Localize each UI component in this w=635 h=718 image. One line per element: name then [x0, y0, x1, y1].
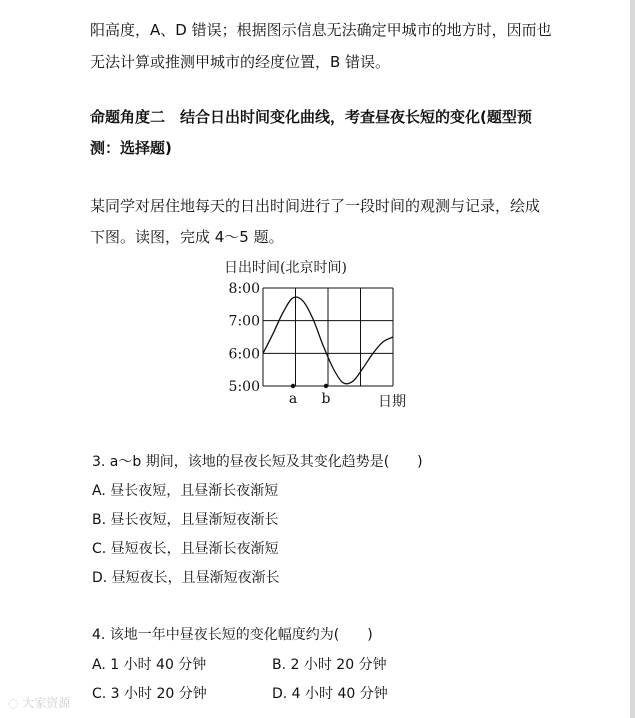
q3-option-c[interactable]: C. 昼短夜长，且昼渐长夜渐短: [92, 541, 279, 557]
watermark-text: 大家资源: [22, 696, 71, 710]
chart-markers: [289, 384, 331, 407]
q3-option-b[interactable]: B. 昼长夜短，且昼渐短夜渐长: [92, 512, 279, 528]
intro-line-2: 下图。读图，完成 4～5 题。: [90, 228, 284, 246]
y-tick-label: 7:00: [228, 313, 260, 330]
y-tick-label: 5:00: [228, 379, 260, 395]
q4-option-d[interactable]: D. 4 小时 40 分钟: [272, 686, 388, 702]
marker-dot-a: [291, 384, 295, 388]
q4-stem: 4. 该地一年中昼夜长短的变化幅度约为( ): [92, 627, 373, 643]
watermark-logo-icon: ◌: [8, 696, 23, 710]
x-axis-label: 日期: [378, 394, 406, 410]
marker-label-a: a: [288, 391, 298, 407]
q4-option-a[interactable]: A. 1 小时 40 分钟: [92, 657, 207, 673]
explanation-line-2: 无法计算或推测甲城市的经度位置，B 错误。: [90, 53, 391, 71]
chart-y-ticks: [229, 281, 260, 395]
intro-line-1: 某同学对居住地每天的日出时间进行了一段时间的观测与记录，绘成: [90, 197, 541, 215]
y-tick-label: 6:00: [228, 346, 260, 363]
section-heading-line-2: 测：选择题): [90, 139, 172, 157]
q3-stem: 3. a～b 期间，该地的昼夜长短及其变化趋势是( ): [92, 454, 423, 470]
marker-dot-b: [324, 384, 328, 388]
section-heading-line-1: 命题角度二 结合日出时间变化曲线，考查昼夜长短的变化(题型预: [90, 108, 532, 126]
sunrise-chart: [210, 252, 420, 412]
chart-grid: [263, 288, 393, 386]
watermark: [8, 694, 70, 711]
q4-option-b[interactable]: B. 2 小时 20 分钟: [272, 657, 387, 673]
y-tick-label: 8:00: [228, 281, 260, 297]
q3-option-d[interactable]: D. 昼短夜长，且昼渐短夜渐长: [92, 570, 280, 586]
page-edge: [630, 0, 635, 718]
chart-title: 日出时间(北京时间): [224, 260, 347, 276]
explanation-line-1: 阳高度，A、D 错误；根据图示信息无法确定甲城市的地方时，因而也: [90, 21, 552, 39]
marker-label-b: b: [321, 391, 331, 407]
q3-option-a[interactable]: A. 昼长夜短，且昼渐长夜渐短: [92, 483, 279, 499]
q4-option-c[interactable]: C. 3 小时 20 分钟: [92, 686, 207, 702]
